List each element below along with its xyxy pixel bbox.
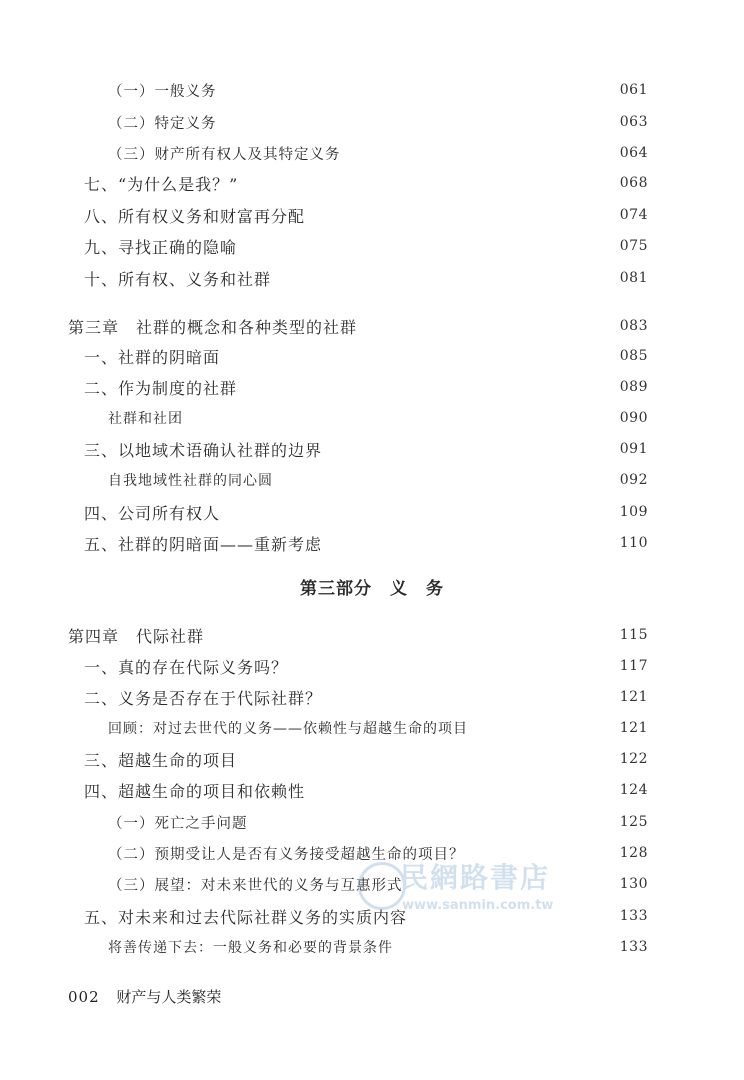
toc-entry xyxy=(0,404,744,432)
toc-entry xyxy=(0,108,744,136)
toc-entry-title: 九、寻找正确的隐喻 xyxy=(84,237,238,257)
toc-entry-page: 125 xyxy=(619,814,648,830)
toc-entry-title: 将善传递下去：一般义务和必要的背景条件 xyxy=(108,940,393,956)
toc-entry-page: 128 xyxy=(619,845,648,861)
toc-entry xyxy=(0,839,744,867)
toc-entry xyxy=(0,683,744,711)
toc-entry-title: 回顾：对过去世代的义务——依赖性与超越生命的项目 xyxy=(108,721,468,737)
toc-entry-title: （一）死亡之手问题 xyxy=(108,815,248,832)
toc-entry-page: 089 xyxy=(619,379,648,395)
toc-entry-page: 130 xyxy=(619,876,648,892)
watermark-text: 民網路書店 xyxy=(400,861,551,894)
toc-entry-page: 124 xyxy=(619,782,648,798)
toc-entry-page: 083 xyxy=(619,318,648,334)
toc-entry-page: 122 xyxy=(619,751,648,767)
toc-entry xyxy=(0,76,744,104)
toc-chapter xyxy=(0,312,744,340)
toc-entry-title: 一、社群的阴暗面 xyxy=(84,347,221,367)
toc-entry-title: 四、公司所有权人 xyxy=(84,503,221,523)
toc-entry xyxy=(0,902,744,930)
toc-entry-page: 110 xyxy=(619,535,648,551)
toc-entry-title: 四、超越生命的项目和依赖性 xyxy=(84,781,306,801)
toc-entry-title: 八、所有权义务和财富再分配 xyxy=(84,206,306,226)
toc-entry-title: （二）特定义务 xyxy=(108,115,217,132)
toc-entry-title: （一）一般义务 xyxy=(108,83,217,100)
toc-chapter xyxy=(0,621,744,649)
toc-entry xyxy=(0,745,744,773)
toc-entry xyxy=(0,714,744,742)
toc-entry xyxy=(0,342,744,370)
toc-entry-page: 061 xyxy=(619,82,648,98)
toc-entry xyxy=(0,201,744,229)
toc-entry xyxy=(0,466,744,494)
toc-entry xyxy=(0,232,744,260)
toc-entry-title: 第四章 代际社群 xyxy=(68,626,205,646)
toc-entry xyxy=(0,139,744,167)
toc-entry-page: 090 xyxy=(619,410,648,426)
toc-entry xyxy=(0,169,744,197)
toc-entry xyxy=(0,373,744,401)
toc-entry-page: 092 xyxy=(619,472,648,488)
toc-entry-title: （三）展望：对未来世代的义务与互惠形式 xyxy=(108,877,403,894)
toc-entry-title: （二）预期受让人是否有义务接受超越生命的项目？ xyxy=(108,846,465,863)
toc-entry-page: 085 xyxy=(619,348,648,364)
toc-entry-page: 074 xyxy=(619,207,648,223)
toc-entry-title: 第三章 社群的概念和各种类型的社群 xyxy=(68,317,358,337)
toc-entry-page: 133 xyxy=(619,939,648,955)
toc-entry xyxy=(0,652,744,680)
toc-entry xyxy=(0,870,744,898)
toc-entry-title: 五、社群的阴暗面——重新考虑 xyxy=(84,534,323,554)
toc-entry-title: （三）财产所有权人及其特定义务 xyxy=(108,146,341,163)
toc-entry xyxy=(0,776,744,804)
toc-entry-title: 社群和社团 xyxy=(108,411,183,427)
toc-entry-page: 064 xyxy=(619,145,648,161)
toc-entry-title: 五、对未来和过去代际社群义务的实质内容 xyxy=(84,907,408,927)
toc-entry-page: 121 xyxy=(619,689,648,705)
toc-entry-title: 七、“为什么是我？” xyxy=(84,174,239,194)
toc-entry-title: 十、所有权、义务和社群 xyxy=(84,269,272,289)
toc-entry-title: 二、义务是否存在于代际社群？ xyxy=(84,688,323,708)
toc-entry-page: 075 xyxy=(619,238,648,254)
toc-entry xyxy=(0,264,744,292)
watermark-url: www.sanmin.com.tw xyxy=(402,898,554,913)
toc-entry-title: 一、真的存在代际义务吗？ xyxy=(84,657,289,677)
toc-entry xyxy=(0,933,744,961)
toc-entry xyxy=(0,435,744,463)
toc-entry-title: 三、以地域术语确认社群的边界 xyxy=(84,440,323,460)
toc-entry-page: 091 xyxy=(619,441,648,457)
footer-book-title: 财产与人类繁荣 xyxy=(116,988,222,1006)
toc-entry-page: 117 xyxy=(619,658,648,674)
part-heading: 第三部分 义 务 xyxy=(300,579,444,599)
toc-entry xyxy=(0,529,744,557)
toc-entry-page: 068 xyxy=(619,175,648,191)
toc-entry-page: 121 xyxy=(619,720,648,736)
toc-entry xyxy=(0,808,744,836)
toc-entry-page: 109 xyxy=(619,504,648,520)
toc-entry-page: 115 xyxy=(619,627,648,643)
toc-entry-title: 自我地域性社群的同心圆 xyxy=(108,473,273,489)
page-footer xyxy=(68,986,221,1007)
toc-entry-title: 三、超越生命的项目 xyxy=(84,750,238,770)
toc-entry xyxy=(0,498,744,526)
toc-entry-page: 063 xyxy=(619,114,648,130)
toc-entry-title: 二、作为制度的社群 xyxy=(84,378,238,398)
toc-entry-page: 133 xyxy=(619,908,648,924)
footer-page-number: 002 xyxy=(68,988,100,1006)
toc-entry-page: 081 xyxy=(619,270,648,286)
